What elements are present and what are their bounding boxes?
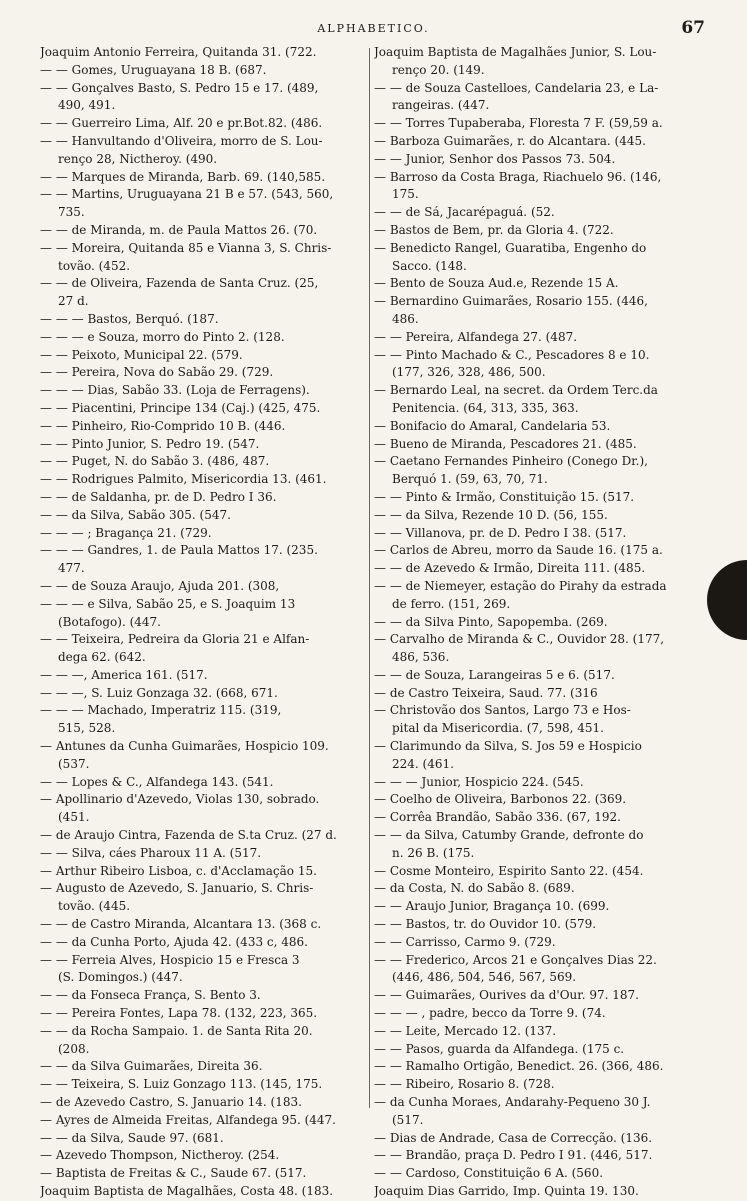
directory-entry: — — Leite, Mercado 12. (137. [374, 1023, 557, 1038]
directory-entry: — de Castro Teixeira, Saud. 77. (316 [374, 685, 598, 700]
directory-entry: 27 d. [58, 294, 89, 309]
directory-entry: — Arthur Ribeiro Lisboa, c. d'Acclamação 15. [40, 863, 317, 878]
column-divider [369, 48, 370, 1108]
directory-entry: — — de Niemeyer, estação do Pirahy da estrada [374, 578, 667, 593]
directory-entry: 735. [58, 205, 85, 220]
directory-entry: — — de Miranda, m. de Paula Mattos 26. (70. [40, 222, 318, 237]
directory-entry: 175. [392, 187, 419, 202]
directory-entry: (451. [58, 810, 90, 825]
directory-entry: renço 20. (149. [392, 62, 485, 77]
running-head: ALPHABETICO. [317, 22, 430, 35]
directory-entry: 486. [392, 311, 419, 326]
directory-entry: — — da Silva, Rezende 10 D. (56, 155. [374, 507, 608, 522]
directory-entry: (517. [392, 1112, 424, 1127]
directory-entry: — — Ramalho Ortigão, Benedict. 26. (366, 486. [374, 1059, 664, 1074]
directory-entry: — — — Junior, Hospicio 224. (545. [374, 774, 584, 789]
directory-entry: pital da Misericordia. (7, 598, 451. [392, 721, 604, 736]
directory-entry: 515, 528. [58, 721, 116, 736]
directory-entry: — Bastos de Bem, pr. da Gloria 4. (722. [374, 222, 614, 237]
directory-entry: — — —, S. Luiz Gonzaga 32. (668, 671. [40, 685, 278, 700]
directory-entry: — — de Oliveira, Fazenda de Santa Cruz. (25, [40, 276, 319, 291]
directory-entry: — Christovão dos Santos, Largo 73 e Hos- [374, 703, 631, 718]
directory-entry: — — — Bastos, Berquó. (187. [40, 311, 219, 326]
directory-entry: — — Pereira, Nova do Sabão 29. (729. [40, 365, 274, 380]
directory-entry: (537. [58, 756, 90, 771]
directory-entry: — — Cardoso, Constituição 6 A. (560. [374, 1166, 604, 1181]
directory-entry: Penitencia. (64, 313, 335, 363. [392, 400, 579, 415]
directory-entry: — Carvalho de Miranda & C., Ouvidor 28. (177, [374, 632, 665, 647]
page-header [0, 18, 747, 44]
directory-entry: — — Rodrigues Palmito, Misericordia 13. (461. [40, 472, 327, 487]
directory-entry: — Cosme Monteiro, Espirito Santo 22. (454. [374, 863, 644, 878]
directory-entry: — — da Rocha Sampaio. 1. de Santa Rita 20. [40, 1023, 313, 1038]
directory-entry: — — da Fonseca França, S. Bento 3. [40, 988, 261, 1003]
directory-entry: dega 62. (642. [58, 650, 146, 665]
directory-entry: tovão. (445. [58, 899, 131, 914]
directory-entry: rangeiras. (447. [392, 98, 490, 113]
directory-entry: — — — ; Bragança 21. (729. [40, 525, 212, 540]
directory-entry: 477. [58, 561, 85, 576]
directory-entry: — Bernardino Guimarães, Rosario 155. (446, [374, 294, 648, 309]
directory-entry: — — Silva, cáes Pharoux 11 A. (517. [40, 845, 262, 860]
directory-entry: — — Pinheiro, Rio-Comprido 10 B. (446. [40, 418, 286, 433]
directory-entry: — — Villanova, pr. de D. Pedro I 38. (517. [374, 525, 627, 540]
directory-entry: — de Araujo Cintra, Fazenda de S.ta Cruz. (27 d. [40, 828, 337, 843]
directory-entry: — — Torres Tupaberaba, Floresta 7 F. (59,59 a. [374, 116, 663, 131]
directory-entry: n. 26 B. (175. [392, 845, 475, 860]
directory-entry: — — de Souza Araujo, Ajuda 201. (308, [40, 578, 280, 593]
directory-entry: — Clarimundo da Silva, S. Jos 59 e Hospicio [374, 739, 642, 754]
directory-entry: — de Azevedo Castro, S. Januario 14. (183. [40, 1095, 302, 1110]
directory-entry: de ferro. (151, 269. [392, 596, 511, 611]
directory-entry: Joaquim Antonio Ferreira, Quitanda 31. (722. [40, 45, 317, 59]
directory-entry: — — Pereira, Alfandega 27. (487. [374, 329, 578, 344]
directory-entry: — — — Dias, Sabão 33. (Loja de Ferragens). [40, 383, 310, 398]
page-number: 67 [681, 18, 705, 38]
directory-entry: — — — Machado, Imperatriz 115. (319, [40, 703, 282, 718]
directory-entry: (Botafogo). (447. [58, 614, 161, 629]
directory-entry: — — Carrisso, Carmo 9. (729. [374, 934, 556, 949]
directory-entry: (S. Domingos.) (447. [58, 970, 183, 985]
directory-entry: — Augusto de Azevedo, S. Januario, S. Chris- [40, 881, 314, 896]
directory-entry: Joaquim Baptista de Magalhães Junior, S. Lou- [374, 45, 657, 59]
directory-entry: — Carlos de Abreu, morro da Saude 16. (175 a. [374, 543, 663, 558]
directory-entry: — — de Saldanha, pr. de D. Pedro I 36. [40, 489, 277, 504]
directory-entry: — Benedicto Rangel, Guaratiba, Engenho do [374, 240, 647, 255]
directory-entry: — Baptista de Freitas & C., Saude 67. (517. [40, 1166, 307, 1181]
directory-entry: — — Junior, Senhor dos Passos 73. 504. [374, 151, 616, 166]
thumb-index-tab [707, 560, 747, 640]
directory-entry: — — Lopes & C., Alfandega 143. (541. [40, 774, 274, 789]
directory-entry: — — Pinto & Irmão, Constituição 15. (517. [374, 489, 635, 504]
directory-entry: — Dias de Andrade, Casa de Correcção. (136. [374, 1130, 653, 1145]
directory-entry: — Coelho de Oliveira, Barbonos 22. (369. [374, 792, 627, 807]
directory-entry: — — Brandão, praça D. Pedro I 91. (446, 517. [374, 1148, 653, 1163]
directory-entry: — — — Gandres, 1. de Paula Mattos 17. (235. [40, 543, 318, 558]
directory-entry: — — Ribeiro, Rosario 8. (728. [374, 1077, 555, 1092]
directory-entry: — — Peixoto, Municipal 22. (579. [40, 347, 243, 362]
directory-entry: Sacco. (148. [392, 258, 467, 273]
directory-entry: — — Gonçalves Basto, S. Pedro 15 e 17. (489, [40, 80, 319, 95]
left-column [40, 44, 367, 1201]
directory-entry: — — Ferreia Alves, Hospicio 15 e Fresca 3 [40, 952, 300, 967]
directory-entry: renço 28, Nictheroy. (490. [58, 151, 218, 166]
directory-entry: — — Frederico, Arcos 21 e Gonçalves Dias 22. [374, 952, 657, 967]
directory-entry: 490, 491. [58, 98, 116, 113]
directory-entry: — — de Castro Miranda, Alcantara 13. (368 c. [40, 917, 322, 932]
directory-entry: — — Moreira, Quitanda 85 e Vianna 3, S. Chris- [40, 240, 332, 255]
directory-entry: — — — , padre, becco da Torre 9. (74. [374, 1006, 606, 1021]
directory-entry: — Barroso da Costa Braga, Riachuelo 96. (146, [374, 169, 662, 184]
directory-entry: Joaquim Baptista de Magalhães, Costa 48. (183. [40, 1184, 334, 1198]
directory-entry: — — de Sá, Jacarépaguá. (52. [374, 205, 555, 220]
directory-entry: — da Costa, N. do Sabão 8. (689. [374, 881, 575, 896]
directory-entry: — — de Azevedo & Irmão, Direita 111. (485. [374, 561, 646, 576]
directory-entry: — — Hanvultando d'Oliveira, morro de S. Lou- [40, 133, 323, 148]
directory-entry: — Antunes da Cunha Guimarães, Hospicio 109. [40, 739, 329, 754]
directory-entry: (177, 326, 328, 486, 500. [392, 365, 546, 380]
directory-entry: Berquó 1. (59, 63, 70, 71. [392, 472, 548, 487]
directory-entry: — — da Silva Guimarães, Direita 36. [40, 1059, 263, 1074]
directory-entry: (446, 486, 504, 546, 567, 569. [392, 970, 577, 985]
directory-entry: — Barboza Guimarães, r. do Alcantara. (445. [374, 133, 646, 148]
directory-entry: 224. (461. [392, 756, 454, 771]
directory-entry: — — Bastos, tr. do Ouvidor 10. (579. [374, 917, 597, 932]
directory-entry: — Azevedo Thompson, Nictheroy. (254. [40, 1148, 280, 1163]
directory-entry: tovão. (452. [58, 258, 131, 273]
directory-entry: — da Cunha Moraes, Andarahy-Pequeno 30 J. [374, 1095, 651, 1110]
directory-entry: 486, 536. [392, 650, 450, 665]
directory-entry: — — Puget, N. do Sabão 3. (486, 487. [40, 454, 270, 469]
directory-entry: — Bueno de Miranda, Pescadores 21. (485. [374, 436, 637, 451]
right-column [374, 44, 706, 1201]
directory-entry: — Caetano Fernandes Pinheiro (Conego Dr.), [374, 454, 648, 469]
directory-entry: — — — e Souza, morro do Pinto 2. (128. [40, 329, 285, 344]
directory-entry: — — Guerreiro Lima, Alf. 20 e pr.Bot.82. (486. [40, 116, 323, 131]
directory-entry: — — — e Silva, Sabão 25, e S. Joaquim 13 [40, 596, 296, 611]
directory-entry: Joaquim Dias Garrido, Imp. Quinta 19. 130. [374, 1184, 639, 1198]
directory-entry: — — Marques de Miranda, Barb. 69. (140,585. [40, 169, 326, 184]
directory-entry: — Corrêa Brandão, Sabão 336. (67, 192. [374, 810, 621, 825]
directory-entry: — — da Silva Pinto, Sapopemba. (269. [374, 614, 608, 629]
directory-entry: — — Guimarães, Ourives da d'Our. 97. 187. [374, 988, 639, 1003]
directory-entry: — — —, America 161. (517. [40, 667, 208, 682]
directory-entry: — — Teixeira, S. Luiz Gonzago 113. (145, 175. [40, 1077, 323, 1092]
directory-entry: — — Pereira Fontes, Lapa 78. (132, 223, 365. [40, 1006, 318, 1021]
directory-entry: — Bento de Souza Aud.e, Rezende 15 A. [374, 276, 619, 291]
directory-entry: — — da Cunha Porto, Ajuda 42. (433 c, 486. [40, 934, 308, 949]
directory-entry: — — de Souza Castelloes, Candelaria 23, e La- [374, 80, 659, 95]
directory-entry: — — Piacentini, Principe 134 (Caj.) (425, 475. [40, 400, 321, 415]
directory-entry: — — Araujo Junior, Bragança 10. (699. [374, 899, 610, 914]
directory-entry: — Ayres de Almeida Freitas, Alfandega 95. (447. [40, 1112, 336, 1127]
directory-entry: — — de Souza, Larangeiras 5 e 6. (517. [374, 667, 615, 682]
directory-entry: — — Gomes, Uruguayana 18 B. (687. [40, 62, 267, 77]
directory-entry: — Bonifacio do Amaral, Candelaria 53. [374, 418, 611, 433]
directory-entry: — — da Silva, Sabão 305. (547. [40, 507, 231, 522]
directory-entry: — Bernardo Leal, na secret. da Ordem Terc.da [374, 383, 658, 398]
directory-entry: — — Pasos, guarda da Alfandega. (175 c. [374, 1041, 625, 1056]
directory-entry: — — Teixeira, Pedreira da Gloria 21 e Alfan- [40, 632, 310, 647]
directory-entry: — — da Silva, Saude 97. (681. [40, 1130, 224, 1145]
directory-entry: — — Pinto Junior, S. Pedro 19. (547. [40, 436, 260, 451]
directory-entry: — — Martins, Uruguayana 21 B e 57. (543, 560, [40, 187, 334, 202]
directory-entry: (208. [58, 1041, 90, 1056]
directory-entry: — — da Silva, Catumby Grande, defronte do [374, 828, 644, 843]
directory-entry: — — Pinto Machado & C., Pescadores 8 e 10. [374, 347, 650, 362]
directory-entry: — Apollinario d'Azevedo, Violas 130, sobrado. [40, 792, 320, 807]
